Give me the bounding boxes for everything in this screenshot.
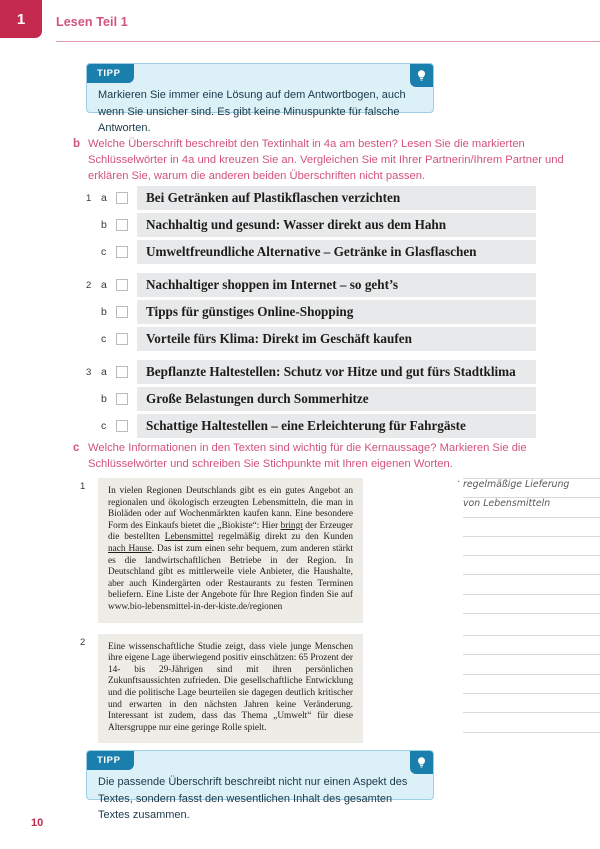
tipp-text-bottom: Die passende Überschrift beschreibt nicht nur einen Aspekt des Textes, sondern fasst den wesentlichen Inhalt des gesamten Textes zusammen.	[98, 776, 408, 821]
mc-option-letter: b	[101, 219, 107, 231]
multiple-choice-area	[86, 186, 536, 447]
mc-option-text: Vorteile fürs Klima: Direkt im Geschäft kaufen	[146, 331, 412, 346]
mc-option-1a[interactable]	[86, 186, 536, 210]
mc-option-3c[interactable]	[86, 414, 536, 438]
mc-group-1	[86, 186, 536, 264]
task-b	[73, 136, 593, 184]
writing-line[interactable]	[463, 613, 600, 614]
mc-option-bar[interactable]	[137, 213, 536, 237]
tipp-box-top	[86, 63, 434, 134]
handwritten-note	[457, 475, 600, 514]
mc-option-bar[interactable]	[137, 327, 536, 351]
writing-line[interactable]	[463, 654, 600, 655]
mc-option-text: Bepflanzte Haltestellen: Schutz vor Hitze und gut fürs Stadtklima	[146, 364, 516, 379]
mc-group-number: 2	[86, 279, 92, 291]
mc-option-bar[interactable]	[137, 387, 536, 411]
task-c-text: Welche Informationen in den Texten sind wichtig für die Kernaussage? Markieren Sie die Schlüsselwörter und schreiben Sie Stichpunkte mit Ihren eigenen Worten.	[88, 442, 527, 470]
writing-line[interactable]	[463, 712, 600, 713]
writing-line[interactable]	[463, 594, 600, 595]
lightbulb-icon	[410, 751, 433, 774]
mc-option-bar[interactable]	[137, 300, 536, 324]
mc-option-letter: c	[101, 246, 107, 258]
mc-checkbox[interactable]	[116, 366, 128, 378]
note-line-1: regelmäßige Lieferung	[463, 479, 570, 490]
mc-checkbox[interactable]	[116, 246, 128, 258]
header-divider	[56, 41, 600, 42]
passage-text: In vielen Regionen Deutschlands gibt es ein gutes Angebot an regionalen und ökologisch erzeugten Lebensmitteln, die man in Bioläden oder auf Wochenmärkten kaufen kann. Eine besondere Form des Einkaufs bietet die „Biokiste“: Hier bringt der Erzeuger die bestellten Lebensmittel regelmäßig direkt zu den Kunden nach Hause. Das ist zum einen sehr bequem, zum anderen stärkt es die landwirtschaftlichen Betriebe in der Region. In Deutschland gibt es mittlerweile viele Anbieter, die Haushalte, aber auch Kindergärten oder Restaurants zu festen Terminen beliefern. Eine Liste der Angebote für Ihre Region finden Sie auf www.bio-lebensmittel-in-der-kiste.de/regionen	[108, 486, 353, 612]
tipp-label: TIPP	[87, 64, 134, 83]
mc-option-letter: c	[101, 333, 107, 345]
mc-option-letter: a	[101, 366, 107, 378]
writing-line[interactable]	[463, 732, 600, 733]
page-number: 10	[31, 817, 44, 829]
page-title: Lesen Teil 1	[56, 15, 128, 29]
task-b-text: Welche Überschrift beschreibt den Textinhalt in 4a am besten? Lesen Sie die markierten Schlüsselwörter in 4a und kreuzen Sie an. Vergleichen Sie mit Ihrer Partnerin/Ihrem Partner und erklären Sie, warum die anderen beiden Überschriften nicht passen.	[88, 138, 564, 182]
mc-option-letter: b	[101, 393, 107, 405]
passage-body	[98, 478, 363, 623]
tipp-text: Markieren Sie immer eine Lösung auf dem Antwortbogen, auch wenn Sie unsicher sind. Es gibt keine Minuspunkte für falsche Antworten.	[98, 89, 406, 134]
passage-text: Eine wissenschaftliche Studie zeigt, dass viele junge Menschen ihre eigene Lage überwiegend positiv einschätzen: 65 Prozent der 14- bis 29-Jährigen sind mit ihren persönlichen Zukunftsaussichten zufrieden. Die gesellschaftliche Entwicklung und die politische Lage beurteilen sie dagegen deutlich kritischer und erwarten in den nächsten Jahren keine Veränderung. Interessant ist zudem, dass das Thema „Umwelt“ für diese Altersgruppe nur eine geringe Rolle spielt.	[108, 641, 353, 733]
mc-group-number: 1	[86, 192, 92, 204]
mc-checkbox[interactable]	[116, 306, 128, 318]
mc-checkbox[interactable]	[116, 279, 128, 291]
mc-group-3	[86, 360, 536, 438]
lightbulb-icon	[410, 64, 433, 87]
mc-option-1b[interactable]	[86, 213, 536, 237]
page-header	[0, 0, 600, 48]
mc-option-text: Große Belastungen durch Sommerhitze	[146, 391, 369, 406]
passage-number: 1	[80, 481, 86, 492]
writing-line[interactable]	[463, 635, 600, 636]
mc-option-2a[interactable]	[86, 273, 536, 297]
mc-checkbox[interactable]	[116, 420, 128, 432]
mc-option-letter: b	[101, 306, 107, 318]
writing-line[interactable]	[463, 674, 600, 675]
writing-line[interactable]	[463, 574, 600, 575]
task-c	[73, 440, 593, 472]
mc-checkbox[interactable]	[116, 393, 128, 405]
writing-line[interactable]	[463, 517, 600, 518]
mc-option-2c[interactable]	[86, 327, 536, 351]
mc-option-bar[interactable]	[137, 273, 536, 297]
chapter-badge: 1	[0, 0, 42, 38]
writing-line[interactable]	[463, 536, 600, 537]
note-bullet: ·	[457, 477, 460, 488]
mc-option-bar[interactable]	[137, 360, 536, 384]
mc-option-3b[interactable]	[86, 387, 536, 411]
note-line-2: von Lebensmitteln	[463, 498, 551, 510]
mc-option-bar[interactable]	[137, 186, 536, 210]
mc-group-number: 3	[86, 366, 92, 378]
mc-option-letter: a	[101, 192, 107, 204]
mc-option-2b[interactable]	[86, 300, 536, 324]
mc-option-text: Umweltfreundliche Alternative – Getränke in Glasflaschen	[146, 244, 477, 259]
mc-option-text: Schattige Haltestellen – eine Erleichterung für Fahrgäste	[146, 418, 466, 433]
answer-writing-lines[interactable]	[463, 478, 600, 751]
writing-line[interactable]	[463, 693, 600, 694]
tipp-box-bottom	[86, 750, 434, 821]
reading-passages-area	[80, 477, 570, 754]
mc-option-bar[interactable]	[137, 240, 536, 264]
mc-option-text: Bei Getränken auf Plastikflaschen verzichten	[146, 190, 401, 205]
mc-checkbox[interactable]	[116, 219, 128, 231]
mc-option-letter: a	[101, 279, 107, 291]
passage-number: 2	[80, 636, 86, 648]
mc-checkbox[interactable]	[116, 192, 128, 204]
passage-body	[98, 634, 363, 744]
mc-group-2	[86, 273, 536, 351]
mc-option-3a[interactable]	[86, 360, 536, 384]
mc-option-bar[interactable]	[137, 414, 536, 438]
mc-option-1c[interactable]	[86, 240, 536, 264]
task-c-letter: c	[73, 442, 80, 454]
mc-option-text: Nachhaltiger shoppen im Internet – so geht’s	[146, 277, 399, 292]
writing-line[interactable]	[463, 555, 600, 556]
task-b-letter: b	[73, 138, 81, 150]
mc-option-text: Nachhaltig und gesund: Wasser direkt aus dem Hahn	[146, 217, 447, 232]
mc-checkbox[interactable]	[116, 333, 128, 345]
mc-option-letter: c	[101, 420, 107, 432]
mc-option-text: Tipps für günstiges Online-Shopping	[146, 304, 354, 319]
tipp-label-bottom: TIPP	[87, 751, 134, 770]
